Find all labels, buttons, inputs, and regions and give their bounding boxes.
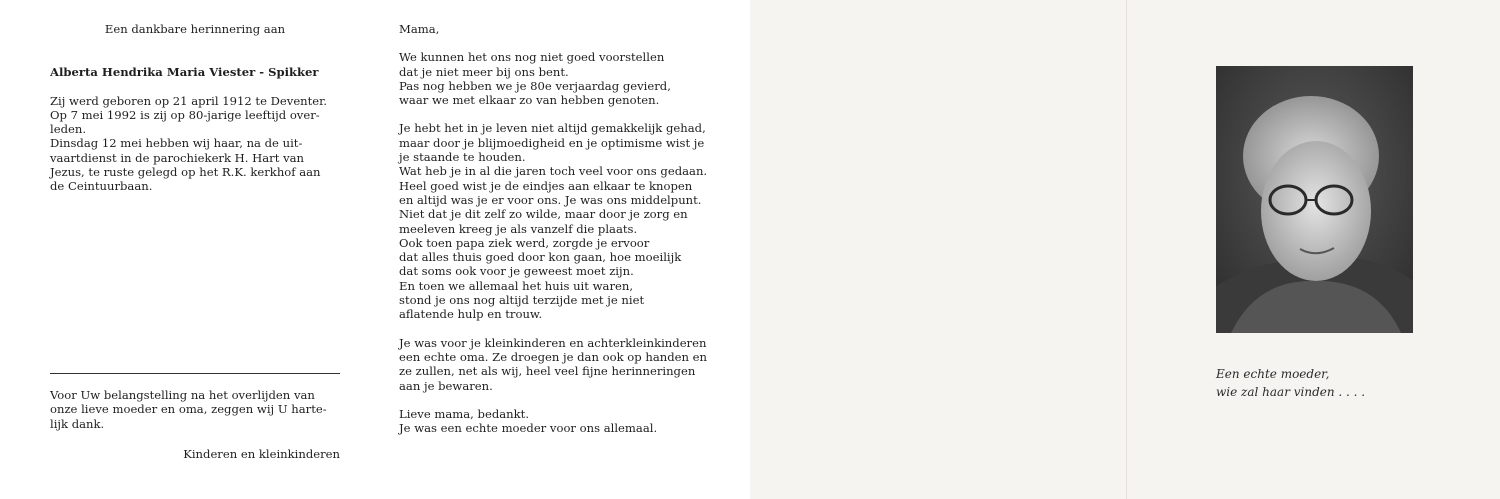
poem-line: Lieve mama, bedankt. <box>399 406 529 421</box>
poem-line: Je hebt het in je leven niet altijd gemakkelijk gehad, <box>399 121 706 136</box>
poem-column <box>399 22 744 449</box>
memorial-column <box>50 22 350 194</box>
bio-line: leden. <box>50 122 87 137</box>
poem-salutation: Mama, <box>399 22 440 36</box>
poem-line: Je was voor je kleinkinderen en achterkleinkinderen <box>399 335 707 350</box>
poem-line: je staande te houden. <box>399 150 526 165</box>
memorial-heading: Een dankbare herinnering aan <box>104 22 286 36</box>
poem-line: een echte oma. Ze droegen je dan ook op handen en <box>399 349 707 364</box>
poem-stanza-1 <box>399 50 744 107</box>
poem-line: meeleven kreeg je als vanzelf die plaats. <box>399 221 638 236</box>
poem-line: waar we met elkaar zo van hebben genoten. <box>399 93 660 108</box>
poem-line: Ook toen papa ziek werd, zorgde je ervoor <box>399 235 650 250</box>
poem-line: Niet dat je dit zelf zo wilde, maar door je zorg en <box>399 207 688 222</box>
poem-line: Je was een echte moeder voor ons allemaal. <box>399 421 658 436</box>
bio-line: Dinsdag 12 mei hebben wij haar, na de uit- <box>50 136 303 151</box>
poem-line: Pas nog hebben we je 80e verjaardag gevierd, <box>399 78 671 93</box>
poem-stanza-2 <box>399 121 744 321</box>
thanks-line: lijk dank. <box>50 416 105 431</box>
poem-line: stond je ons nog altijd terzijde met je niet <box>399 293 645 308</box>
bio-line: Zij werd geboren op 21 april 1912 te Deventer. <box>50 93 328 108</box>
bio-line: de Ceintuurbaan. <box>50 179 153 194</box>
deceased-name: Alberta Hendrika Maria Viester - Spikker <box>50 65 319 80</box>
thanks-text <box>50 388 350 431</box>
poem-line: En toen we allemaal het huis uit waren, <box>399 278 633 293</box>
poem-line: ze zullen, net als wij, heel veel fijne herinneringen <box>399 364 696 379</box>
poem-line: dat soms ook voor je geweest moet zijn. <box>399 264 634 279</box>
bio-line: Op 7 mei 1992 is zij op 80-jarige leeftijd over- <box>50 107 320 122</box>
poem-line: We kunnen het ons nog niet goed voorstellen <box>399 50 665 65</box>
bio-line: vaartdienst in de parochiekerk H. Hart van <box>50 150 304 165</box>
poem-line: Heel goed wist je de eindjes aan elkaar te knopen <box>399 178 693 193</box>
poem-stanza-3 <box>399 336 744 393</box>
portrait-photo <box>1216 66 1413 333</box>
portrait-illustration <box>1216 66 1413 333</box>
signature: Kinderen en kleinkinderen <box>183 447 340 461</box>
poem-line: en altijd was je er voor ons. Je was ons middelpunt. <box>399 192 702 207</box>
cover-quote <box>1216 365 1436 401</box>
poem-line: dat je niet meer bij ons bent. <box>399 64 569 79</box>
poem-line: aan je bewaren. <box>399 378 493 393</box>
thanks-line: Voor Uw belangstelling na het overlijden van <box>50 388 315 402</box>
bio-line: Jezus, te ruste gelegd op het R.K. kerkhof aan <box>50 165 321 180</box>
biography <box>50 94 350 194</box>
poem-line: Wat heb je in al die jaren toch veel voor ons gedaan. <box>399 164 708 179</box>
card-fold-line <box>1126 0 1127 499</box>
thanks-line: onze lieve moeder en oma, zeggen wij U harte- <box>50 402 327 417</box>
section-divider <box>50 373 340 374</box>
quote-line: wie zal haar vinden . . . . <box>1216 385 1366 399</box>
poem-line: maar door je blijmoedigheid en je optimisme wist je <box>399 135 705 150</box>
poem-line: dat alles thuis goed door kon gaan, hoe moeilijk <box>399 250 682 265</box>
quote-line: Een echte moeder, <box>1216 367 1330 381</box>
poem-line: aflatende hulp en trouw. <box>399 307 543 322</box>
poem-stanza-4 <box>399 407 744 436</box>
